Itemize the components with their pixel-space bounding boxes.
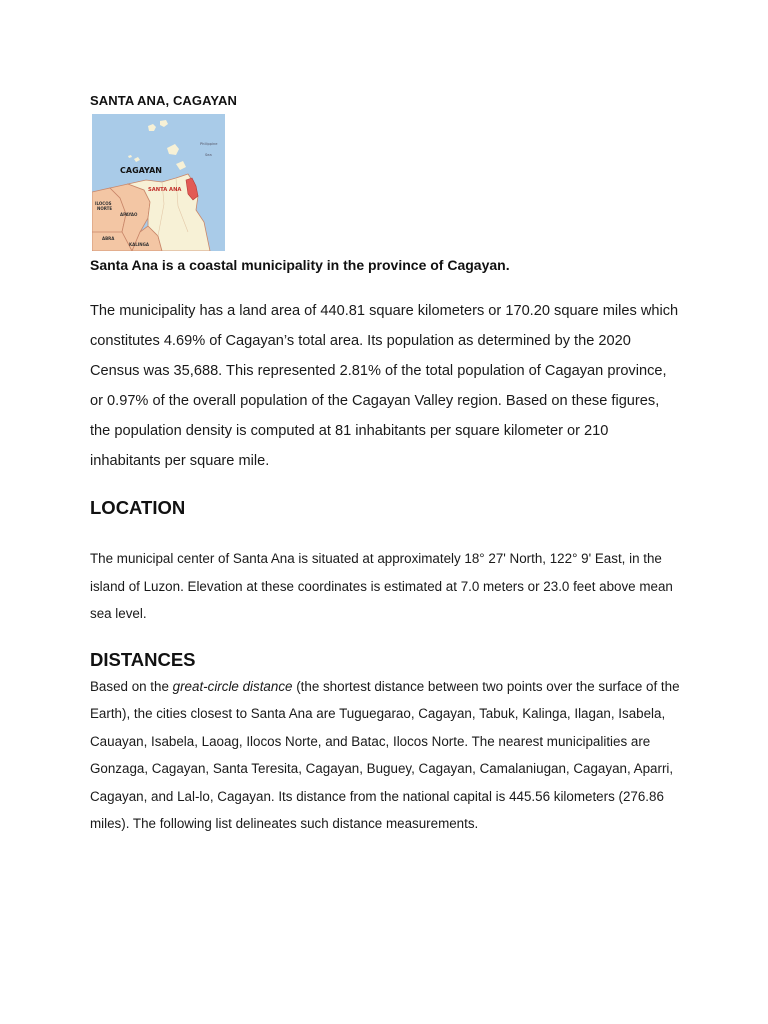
map-label-sea-1: Philippine — [200, 142, 218, 146]
location-map — [92, 114, 225, 251]
distances-body: (the shortest distance between two points over the surface of the Earth), the cities closest to Santa Ana are Tuguegarao, Cagayan, Tabuk, Kalinga, Ilagan, Isabela, Cauayan, Isabela, Laoag, Ilocos Norte, and Batac, Ilocos Norte. The nearest municipalities are Gonzaga, Cagayan, Santa Teresita, Cagayan, Buguey, Cagayan, Camalaniugan, Cagayan, Aparri, Cagayan, and Lal-lo, Cagayan. Its distance from the national capital is 445.56 kilometers (276.86 miles). The following list delineates such distance measurements. — [90, 679, 680, 832]
location-map-image — [92, 114, 225, 251]
map-label-apayao: APAYAO — [120, 212, 138, 217]
distances-paragraph — [90, 673, 682, 837]
location-heading: LOCATION — [90, 497, 186, 518]
distances-heading: DISTANCES — [90, 649, 196, 670]
document-title: SANTA ANA, CAGAYAN — [90, 93, 237, 108]
map-label-ilocos-2: NORTE — [97, 206, 113, 211]
map-label-sea-2: Sea — [205, 153, 212, 157]
intro-paragraph: The municipality has a land area of 440.81 square kilometers or 170.20 square miles which constitutes 4.69% of Cagayan’s total area. Its population as determined by the 2020 Census was 35,688. This represented 2.81% of the total population of Cagayan province, or 0.97% of the overall population of the Cagayan Valley region. Based on these figures, the population density is computed at 81 inhabitants per square kilometer or 210 inhabitants per square mile. — [90, 303, 679, 469]
map-label-santa-ana: SANTA ANA — [148, 187, 182, 193]
map-label-ilocos-1: ILOCOS — [95, 201, 112, 206]
great-circle-term: great-circle distance — [172, 679, 293, 694]
map-label-cagayan: CAGAYAN — [120, 166, 162, 175]
distances-intro: Based on the — [90, 679, 173, 694]
map-label-abra: ABRA — [102, 236, 115, 241]
map-label-kalinga: KALINGA — [129, 242, 149, 247]
lead-sentence: Santa Ana is a coastal municipality in the province of Cagayan. — [90, 257, 510, 273]
location-paragraph: The municipal center of Santa Ana is situated at approximately 18° 27' North, 122° 9' East, in the island of Luzon. Elevation at these coordinates is estimated at 7.0 meters or 23.0 feet above mean sea level. — [90, 551, 673, 621]
